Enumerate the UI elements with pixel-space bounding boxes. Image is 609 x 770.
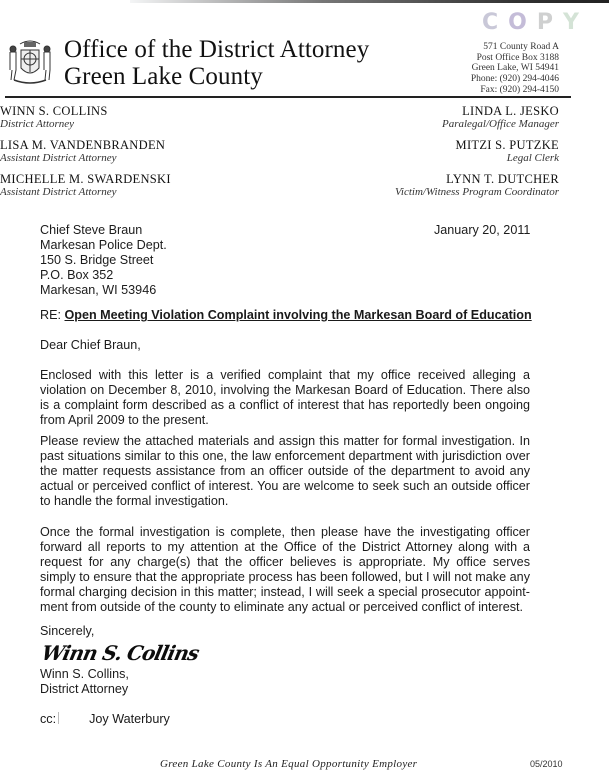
cc-name: Joy Waterbury (89, 712, 170, 726)
footer-code: 05/2010 (530, 759, 563, 769)
closing: Sincerely, (40, 624, 95, 638)
office-address (472, 42, 559, 74)
recipient-line: P.O. Box 352 (40, 268, 114, 282)
staff-role: Assistant District Attorney (0, 186, 117, 198)
letter-date: January 20, 2011 (434, 223, 531, 237)
recipient-line: Markesan Police Dept. (40, 238, 167, 252)
staff-role: Legal Clerk (506, 152, 559, 164)
staff-entry (395, 172, 559, 199)
staff-role: Victim/Witness Program Coordinator (395, 186, 559, 198)
staff-role: Paralegal/Office Manager (441, 118, 559, 130)
copy-watermark (482, 10, 589, 35)
subject-prefix: RE: (40, 308, 61, 322)
signer-block (40, 667, 129, 697)
salutation: Dear Chief Braun, (40, 338, 141, 352)
staff-role: District Attorney (0, 118, 75, 130)
signer-name: Winn S. Collins, (40, 667, 129, 681)
cc-line (40, 712, 170, 726)
paragraph: Please review the attached materials and assign this matter for formal investigation. In past situations similar to this one, the law enforcement department with jurisdiction over the matter requests assistance from an officer outside of the department to avoid any actual or perceived conflict of interest. You are welcome to seek such an outside officer to handle the formal investigation. (40, 434, 530, 508)
subject-line (40, 308, 532, 322)
phone-number: Phone: (920) 294-4046 (470, 74, 559, 84)
recipient-line: Chief Steve Braun (40, 223, 143, 237)
address-line: 571 County Road A (483, 42, 559, 52)
address-line: Post Office Box 3188 (476, 52, 559, 63)
paragraph: Once the formal investigation is complete, then please have the investigating officer forward all reports to my attention at the Office of the District Attorney along with a request for any charge(s) that the officer believes is appropriate. My office serves simply to ensure that the appropriate process has been followed, but I will not make any formal charging decision in this matter; instead, I will seek a special prosecutor appoint-ment from outside of the county to eliminate any actual or perceived conflict of interest. (40, 525, 530, 614)
fax-number: Fax: (920) 294-4150 (480, 84, 559, 95)
staff-entry (442, 104, 559, 131)
staff-role: Assistant District Attorney (0, 152, 117, 164)
staff-name: MITZI S. PUTZKE (455, 138, 559, 152)
recipient-address (40, 223, 167, 298)
recipient-line: 150 S. Bridge Street (40, 253, 154, 267)
cc-separator (58, 712, 59, 724)
staff-entry (0, 172, 171, 199)
copy-letter-p: P (536, 10, 563, 35)
copy-letter-y: Y (562, 10, 589, 35)
office-contact (471, 74, 559, 95)
footer-text: Green Lake County Is An Equal Opportunity Employer (160, 758, 418, 770)
staff-name: MICHELLE M. SWARDENSKI (0, 172, 171, 186)
staff-name: LINDA L. JESKO (462, 104, 559, 118)
signature: Winn S. Collins (39, 641, 201, 665)
scan-edge-shadow (130, 0, 609, 3)
paragraph: Enclosed with this letter is a verified complaint that my office received alleging a violation on December 8, 2010, involving the Markesan Board of Education. There also is a complaint form described as a conflict of interest that has reportedly been ongoing from April 2009 to the present. (40, 368, 530, 427)
staff-entry (0, 138, 165, 165)
staff-name: LYNN T. DUTCHER (446, 172, 559, 186)
copy-letter-c: C (482, 10, 509, 35)
county-title: Green Lake County (64, 63, 263, 90)
staff-entry (456, 138, 559, 165)
recipient-line: Markesan, WI 53946 (40, 283, 157, 297)
letterhead-divider (5, 96, 571, 98)
staff-name: LISA M. VANDENBRANDEN (0, 138, 166, 152)
office-title: Office of the District Attorney (64, 36, 370, 63)
cc-label: cc: (40, 712, 57, 726)
staff-entry (0, 104, 108, 131)
signer-title: District Attorney (40, 682, 129, 696)
wisconsin-state-seal-icon (4, 36, 56, 88)
staff-name: WINN S. COLLINS (0, 104, 108, 118)
address-line: Green Lake, WI 54941 (471, 63, 559, 73)
subject-text: Open Meeting Violation Complaint involving the Markesan Board of Education (64, 308, 532, 322)
copy-letter-o: O (508, 10, 537, 35)
